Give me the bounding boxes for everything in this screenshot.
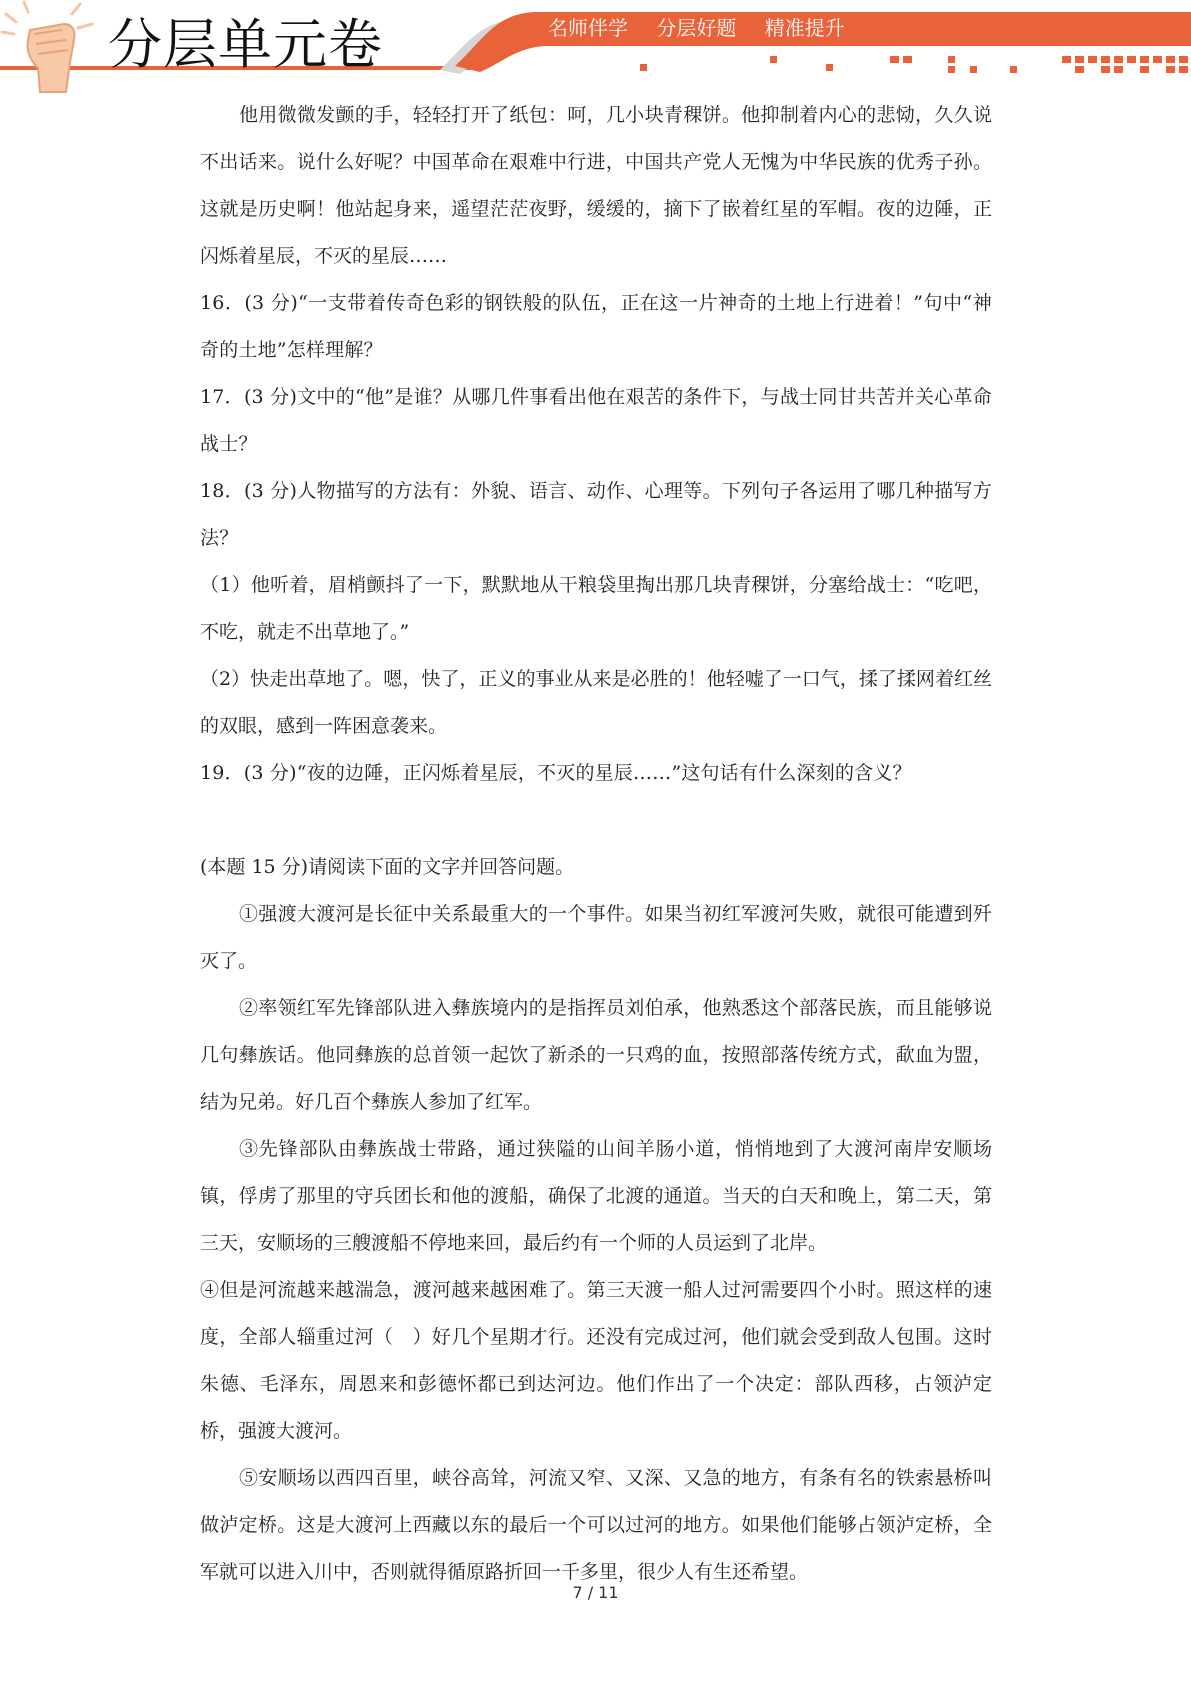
question-17: 17．(3 分)文中的“他”是谁？从哪几件事看出他在艰苦的条件下，与战士同甘共苦并关心革命战士？ [200,386,992,455]
slogan-2: 分层好题 [656,16,737,40]
section-gap [200,797,992,844]
reading-paragraph-3: ③先锋部队由彝族战士带路，通过狭隘的山间羊肠小道，悄悄地到了大渡河南岸安顺场镇，俘虏了那里的守兵团长和他的渡船，确保了北渡的通道。当天的白天和晚上，第二天，第三天，安顺场的三艘渡船不停地来回，最后约有一个师的人员运到了北岸。 [200,1138,992,1254]
question-18-item-1: （1）他听着，眉梢颤抖了一下，默默地从干粮袋里掏出那几块青稞饼，分塞给战士：“吃吧，不吃，就走不出草地了。” [200,574,992,643]
dot-pattern [640,56,1188,73]
question-18: 18．(3 分)人物描写的方法有：外貌、语言、动作、心理等。下列句子各运用了哪几种描写方法？ [200,480,992,549]
slogan-3: 精准提升 [764,16,845,40]
reading-paragraph-1: ①强渡大渡河是长征中关系最重大的一个事件。如果当初红军渡河失败，就很可能遭到歼灭了。 [200,903,992,972]
question-19: 19．(3 分)“夜的边陲，正闪烁着星辰，不灭的星辰……”这句话有什么深刻的含义？ [200,762,912,784]
reading-paragraph-5: ⑤安顺场以西四百里，峡谷高耸，河流又窄、又深、又急的地方，有条有名的铁索悬桥叫做泸定桥。这是大渡河上西藏以东的最后一个可以过河的地方。如果他们能够占领泸定桥，全军就可以进入川中，否则就得循原路折回一千多里，很少人有生还希望。 [200,1467,992,1583]
question-18-item-2: （2）快走出草地了。嗯，快了，正义的事业从来是必胜的！他轻嘘了一口气，揉了揉网着红丝的双眼，感到一阵困意袭来。 [200,668,992,737]
page-number: 7 / 11 [572,1583,619,1602]
question-16: 16．(3 分)“一支带着传奇色彩的钢铁般的队伍，正在这一片神奇的土地上行进着！”句中“神奇的土地”怎样理解？ [200,292,992,361]
passage-paragraph: 他用微微发颤的手，轻轻打开了纸包：呵，几小块青稞饼。他抑制着内心的悲恸，久久说不出话来。说什么好呢？中国革命在艰难中行进，中国共产党人无愧为中华民族的优秀子孙。这就是历史啊！他站起身来，遥望茫茫夜野，缓缓的，摘下了嵌着红星的军帽。夜的边陲，正闪烁着星辰，不灭的星辰…… [200,104,992,267]
reading-paragraph-4: ④但是河流越来越湍急，渡河越来越困难了。第三天渡一船人过河需要四个小时。照这样的速度，全部人辎重过河（ ）好几个星期才行。还没有完成过河，他们就会受到敌人包围。这时朱德、毛泽东，周恩来和彭德怀都已到达河边。他们作出了一个决定：部队西移，占领泸定桥，强渡大渡河。 [200,1279,992,1442]
header-slogans [548,12,867,41]
reading-paragraph-2: ②率领红军先锋部队进入彝族境内的是指挥员刘伯承，他熟悉这个部落民族，而且能够说几句彝族话。他同彝族的总首领一起饮了新杀的一只鸡的血，按照部落传统方式，歃血为盟，结为兄弟。好几百个彝族人参加了红军。 [200,997,992,1113]
section-intro: (本题 15 分)请阅读下面的文字并回答问题。 [200,856,575,878]
document-body [200,92,992,1596]
slogan-1: 名师伴学 [548,16,628,40]
page-header [0,0,1191,100]
brand-title: 分层单元卷 [108,13,383,76]
raised-fist-icon [0,0,100,100]
